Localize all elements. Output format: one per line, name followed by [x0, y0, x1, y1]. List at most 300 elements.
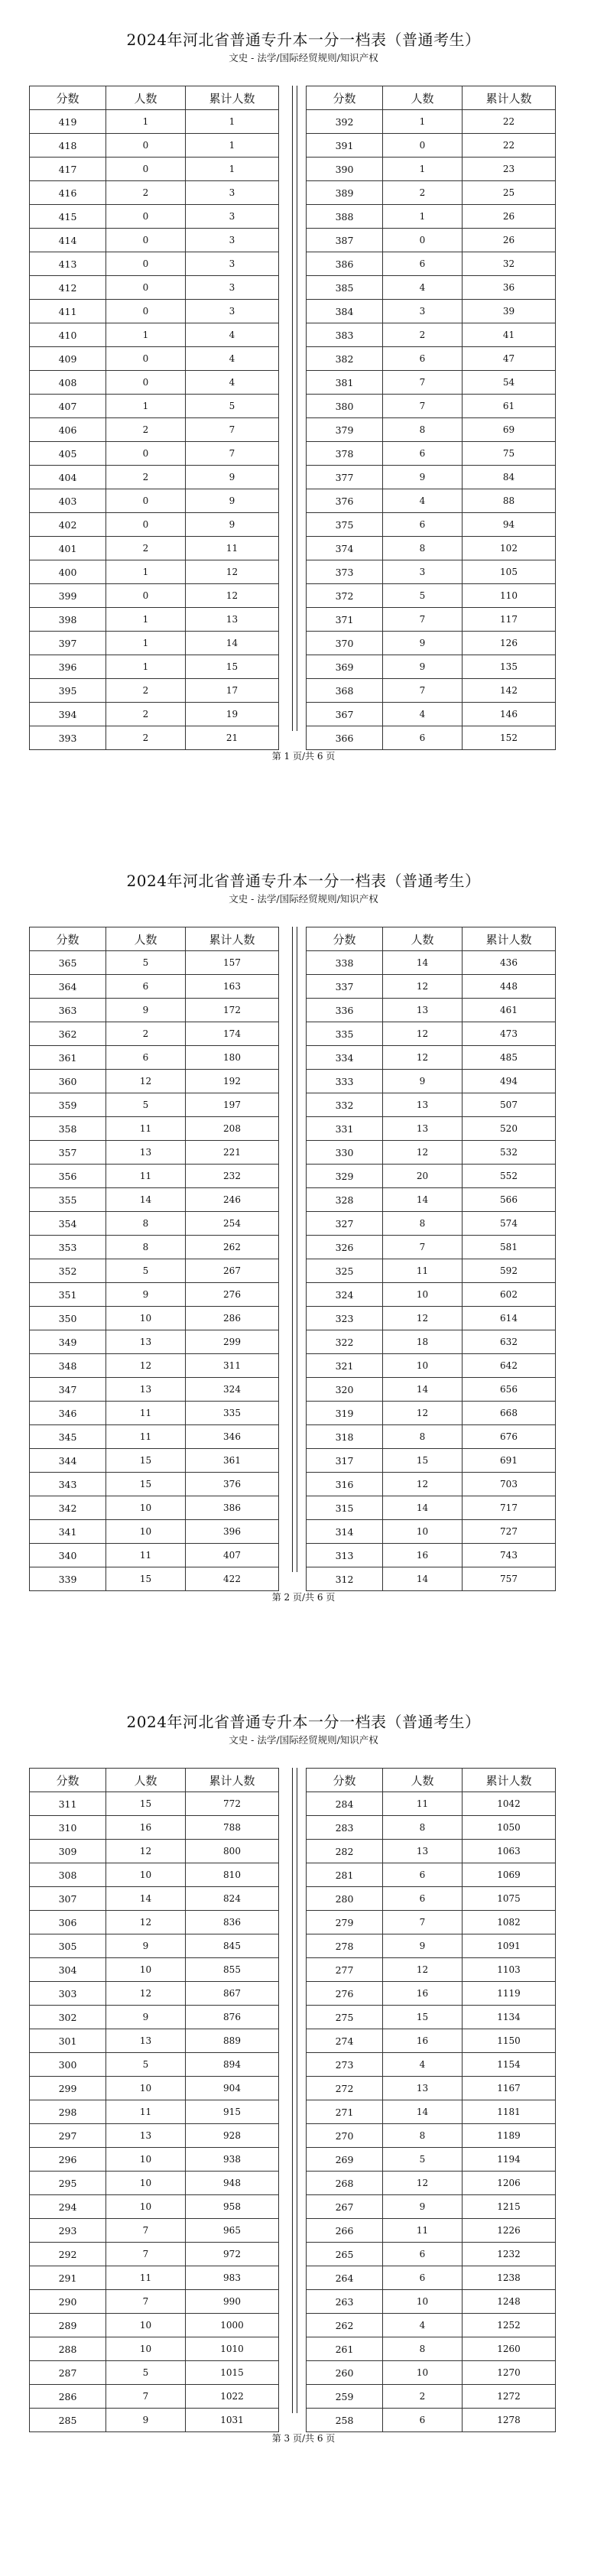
cumulative-cell: 26	[463, 205, 556, 229]
table-row	[30, 181, 279, 205]
cumulative-cell: 990	[186, 2290, 279, 2314]
table-row	[30, 1236, 279, 1259]
count-cell: 10	[383, 1283, 463, 1307]
table-row	[307, 1816, 556, 1840]
count-cell: 16	[383, 2029, 463, 2053]
table-body	[30, 1792, 279, 2432]
score-cell: 272	[307, 2077, 383, 2100]
table-row	[307, 466, 556, 489]
score-cell: 373	[307, 560, 383, 584]
count-cell: 18	[383, 1330, 463, 1354]
count-cell: 9	[383, 655, 463, 679]
score-cell: 354	[30, 1212, 106, 1236]
table-row	[30, 1141, 279, 1165]
score-cell: 278	[307, 1934, 383, 1958]
count-cell: 7	[383, 371, 463, 395]
count-cell: 0	[106, 229, 186, 252]
cumulative-cell: 9	[186, 489, 279, 513]
cumulative-cell: 7	[186, 418, 279, 442]
cumulative-cell: 972	[186, 2243, 279, 2266]
table-row	[307, 371, 556, 395]
score-cell: 387	[307, 229, 383, 252]
table-row	[307, 1934, 556, 1958]
score-cell: 337	[307, 975, 383, 999]
count-cell: 14	[106, 1887, 186, 1911]
count-cell: 2	[106, 466, 186, 489]
cumulative-cell: 7	[186, 442, 279, 466]
score-cell: 375	[307, 513, 383, 537]
table-body	[30, 110, 279, 750]
table-row	[307, 655, 556, 679]
table-row	[307, 584, 556, 608]
score-cell: 392	[307, 110, 383, 134]
count-cell: 12	[106, 1840, 186, 1863]
count-cell: 2	[383, 181, 463, 205]
score-cell: 363	[30, 999, 106, 1022]
table-body	[30, 951, 279, 1591]
score-cell: 393	[30, 726, 106, 750]
table-row	[307, 2172, 556, 2195]
cumulative-cell: 54	[463, 371, 556, 395]
score-cell: 339	[30, 1567, 106, 1591]
count-cell: 9	[106, 999, 186, 1022]
count-cell: 6	[383, 513, 463, 537]
table-row	[30, 1958, 279, 1982]
cumulative-cell: 376	[186, 1473, 279, 1496]
cumulative-cell: 656	[463, 1378, 556, 1402]
cumulative-cell: 1189	[463, 2124, 556, 2148]
table-row	[30, 1934, 279, 1958]
score-cell: 408	[30, 371, 106, 395]
cumulative-cell: 485	[463, 1046, 556, 1070]
score-cell: 327	[307, 1212, 383, 1236]
score-cell: 345	[30, 1425, 106, 1449]
cumulative-cell: 396	[186, 1520, 279, 1544]
count-cell: 2	[106, 679, 186, 703]
count-cell: 0	[106, 442, 186, 466]
table-row	[307, 1840, 556, 1863]
count-cell: 12	[106, 1070, 186, 1093]
cumulative-cell: 17	[186, 679, 279, 703]
cumulative-cell: 22	[463, 134, 556, 158]
table-row	[30, 1022, 279, 1046]
count-cell: 12	[383, 1046, 463, 1070]
count-cell: 8	[383, 1425, 463, 1449]
cumulative-cell: 552	[463, 1165, 556, 1188]
score-cell: 259	[307, 2385, 383, 2409]
table-header-row	[30, 927, 279, 951]
cumulative-cell: 824	[186, 1887, 279, 1911]
count-cell: 13	[106, 2029, 186, 2053]
score-cell: 357	[30, 1141, 106, 1165]
cumulative-cell: 61	[463, 395, 556, 418]
cumulative-cell: 717	[463, 1496, 556, 1520]
table-row	[307, 181, 556, 205]
table-row	[30, 2148, 279, 2172]
count-cell: 0	[106, 584, 186, 608]
count-cell: 5	[106, 2053, 186, 2077]
score-cell: 372	[307, 584, 383, 608]
score-cell: 391	[307, 134, 383, 158]
table-row	[307, 1982, 556, 2006]
count-cell: 10	[106, 2172, 186, 2195]
score-cell: 400	[30, 560, 106, 584]
table-row	[30, 1259, 279, 1283]
page-number: 第 3 页/共 6 页	[271, 2433, 336, 2444]
table-row	[30, 703, 279, 726]
table-row	[307, 632, 556, 655]
cumulative-cell: 3	[186, 229, 279, 252]
column-header-score: 分数	[307, 927, 383, 951]
table-row	[307, 679, 556, 703]
score-cell: 268	[307, 2172, 383, 2195]
cumulative-cell: 4	[186, 347, 279, 371]
table-row	[30, 2053, 279, 2077]
page-title: 2024年河北省普通专升本一分一档表（普通考生）	[126, 1713, 481, 1731]
score-cell: 295	[30, 2172, 106, 2195]
cumulative-cell: 1010	[186, 2337, 279, 2361]
count-cell: 4	[383, 276, 463, 300]
score-cell: 309	[30, 1840, 106, 1863]
score-cell: 399	[30, 584, 106, 608]
score-tables	[29, 86, 578, 744]
table-row	[307, 1567, 556, 1591]
table-row	[30, 1165, 279, 1188]
count-cell: 0	[106, 371, 186, 395]
cumulative-cell: 197	[186, 1093, 279, 1117]
score-table-right	[306, 86, 556, 750]
count-cell: 13	[383, 999, 463, 1022]
count-cell: 6	[383, 347, 463, 371]
table-row	[30, 513, 279, 537]
table-row	[307, 134, 556, 158]
score-cell: 351	[30, 1283, 106, 1307]
score-cell: 285	[30, 2409, 106, 2432]
count-cell: 5	[383, 584, 463, 608]
score-cell: 283	[307, 1816, 383, 1840]
score-cell: 379	[307, 418, 383, 442]
column-header-cumulative: 累计人数	[186, 927, 279, 951]
count-cell: 1	[383, 158, 463, 181]
count-cell: 14	[383, 1567, 463, 1591]
cumulative-cell: 1167	[463, 2077, 556, 2100]
count-cell: 15	[106, 1449, 186, 1473]
table-row	[307, 726, 556, 750]
count-cell: 8	[383, 418, 463, 442]
cumulative-cell: 232	[186, 1165, 279, 1188]
count-cell: 6	[383, 726, 463, 750]
table-row	[307, 1402, 556, 1425]
cumulative-cell: 1232	[463, 2243, 556, 2266]
score-table-right	[306, 927, 556, 1591]
count-cell: 11	[106, 2266, 186, 2290]
table-row	[30, 951, 279, 975]
score-cell: 319	[307, 1402, 383, 1425]
cumulative-cell: 22	[463, 110, 556, 134]
count-cell: 6	[383, 2266, 463, 2290]
cumulative-cell: 146	[463, 703, 556, 726]
table-row	[30, 276, 279, 300]
cumulative-cell: 965	[186, 2219, 279, 2243]
count-cell: 8	[106, 1236, 186, 1259]
cumulative-cell: 1022	[186, 2385, 279, 2409]
table-body	[307, 1792, 556, 2432]
count-cell: 2	[383, 323, 463, 347]
score-cell: 342	[30, 1496, 106, 1520]
table-header-row	[30, 86, 279, 110]
table-row	[307, 2243, 556, 2266]
score-cell: 292	[30, 2243, 106, 2266]
count-cell: 13	[106, 1378, 186, 1402]
cumulative-cell: 14	[186, 632, 279, 655]
count-cell: 13	[383, 1840, 463, 1863]
count-cell: 16	[106, 1816, 186, 1840]
count-cell: 10	[383, 2361, 463, 2385]
cumulative-cell: 324	[186, 1378, 279, 1402]
count-cell: 12	[383, 1402, 463, 1425]
score-cell: 289	[30, 2314, 106, 2337]
table-row	[30, 2100, 279, 2124]
cumulative-cell: 1206	[463, 2172, 556, 2195]
table-row	[307, 229, 556, 252]
score-cell: 271	[307, 2100, 383, 2124]
score-cell: 374	[307, 537, 383, 560]
table-row	[30, 1863, 279, 1887]
score-cell: 263	[307, 2290, 383, 2314]
cumulative-cell: 602	[463, 1283, 556, 1307]
score-cell: 404	[30, 466, 106, 489]
score-cell: 273	[307, 2053, 383, 2077]
count-cell: 1	[106, 608, 186, 632]
count-cell: 8	[106, 1212, 186, 1236]
table-row	[30, 2361, 279, 2385]
count-cell: 5	[106, 951, 186, 975]
cumulative-cell: 757	[463, 1567, 556, 1591]
table-row	[307, 1117, 556, 1141]
count-cell: 12	[383, 1958, 463, 1982]
cumulative-cell: 105	[463, 560, 556, 584]
count-cell: 6	[383, 252, 463, 276]
count-cell: 1	[106, 655, 186, 679]
count-cell: 0	[106, 300, 186, 323]
score-cell: 356	[30, 1165, 106, 1188]
cumulative-cell: 1134	[463, 2006, 556, 2029]
count-cell: 10	[106, 1958, 186, 1982]
cumulative-cell: 1082	[463, 1911, 556, 1934]
table-row	[307, 1330, 556, 1354]
count-cell: 14	[106, 1188, 186, 1212]
cumulative-cell: 12	[186, 560, 279, 584]
score-cell: 341	[30, 1520, 106, 1544]
cumulative-cell: 75	[463, 442, 556, 466]
cumulative-cell: 47	[463, 347, 556, 371]
score-cell: 390	[307, 158, 383, 181]
count-cell: 1	[106, 395, 186, 418]
count-cell: 0	[106, 489, 186, 513]
column-header-count: 人数	[383, 1769, 463, 1792]
cumulative-cell: 1042	[463, 1792, 556, 1816]
count-cell: 11	[383, 1259, 463, 1283]
cumulative-cell: 11	[186, 537, 279, 560]
table-header-row	[307, 1769, 556, 1792]
count-cell: 3	[383, 560, 463, 584]
score-cell: 419	[30, 110, 106, 134]
count-cell: 11	[106, 1402, 186, 1425]
table-row	[307, 951, 556, 975]
cumulative-cell: 3	[186, 181, 279, 205]
count-cell: 7	[383, 395, 463, 418]
cumulative-cell: 407	[186, 1544, 279, 1567]
cumulative-cell: 928	[186, 2124, 279, 2148]
score-cell: 361	[30, 1046, 106, 1070]
score-cell: 410	[30, 323, 106, 347]
cumulative-cell: 276	[186, 1283, 279, 1307]
count-cell: 6	[383, 442, 463, 466]
score-cell: 264	[307, 2266, 383, 2290]
cumulative-cell: 286	[186, 1307, 279, 1330]
table-row	[30, 1402, 279, 1425]
count-cell: 14	[383, 1378, 463, 1402]
cumulative-cell: 1050	[463, 1816, 556, 1840]
cumulative-cell: 772	[186, 1792, 279, 1816]
table-row	[307, 1473, 556, 1496]
cumulative-cell: 473	[463, 1022, 556, 1046]
cumulative-cell: 180	[186, 1046, 279, 1070]
count-cell: 5	[106, 1259, 186, 1283]
table-row	[307, 1046, 556, 1070]
score-cell: 350	[30, 1307, 106, 1330]
table-row	[307, 1165, 556, 1188]
cumulative-cell: 267	[186, 1259, 279, 1283]
score-cell: 359	[30, 1093, 106, 1117]
column-header-cumulative: 累计人数	[463, 927, 556, 951]
table-row	[307, 2006, 556, 2029]
score-cell: 311	[30, 1792, 106, 1816]
score-cell: 347	[30, 1378, 106, 1402]
score-table-left	[29, 927, 279, 1591]
table-row	[30, 300, 279, 323]
table-row	[307, 1188, 556, 1212]
score-cell: 405	[30, 442, 106, 466]
score-cell: 267	[307, 2195, 383, 2219]
column-header-score: 分数	[30, 86, 106, 110]
table-row	[30, 2409, 279, 2432]
cumulative-cell: 1	[186, 110, 279, 134]
score-cell: 279	[307, 1911, 383, 1934]
count-cell: 1	[383, 110, 463, 134]
count-cell: 2	[106, 181, 186, 205]
score-cell: 414	[30, 229, 106, 252]
table-row	[30, 347, 279, 371]
count-cell: 12	[383, 975, 463, 999]
table-row	[307, 1307, 556, 1330]
table-row	[30, 110, 279, 134]
count-cell: 10	[106, 1307, 186, 1330]
table-row	[30, 2290, 279, 2314]
cumulative-cell: 904	[186, 2077, 279, 2100]
table-header-row	[307, 927, 556, 951]
count-cell: 15	[106, 1473, 186, 1496]
table-row	[30, 418, 279, 442]
cumulative-cell: 192	[186, 1070, 279, 1093]
document-page	[0, 0, 607, 841]
count-cell: 12	[106, 1911, 186, 1934]
score-cell: 362	[30, 1022, 106, 1046]
score-cell: 370	[307, 632, 383, 655]
score-cell: 407	[30, 395, 106, 418]
cumulative-cell: 876	[186, 2006, 279, 2029]
count-cell: 0	[383, 229, 463, 252]
score-cell: 312	[307, 1567, 383, 1591]
cumulative-cell: 39	[463, 300, 556, 323]
table-row	[30, 560, 279, 584]
table-row	[307, 347, 556, 371]
score-cell: 344	[30, 1449, 106, 1473]
cumulative-cell: 88	[463, 489, 556, 513]
table-row	[30, 1093, 279, 1117]
cumulative-cell: 1248	[463, 2290, 556, 2314]
cumulative-cell: 938	[186, 2148, 279, 2172]
count-cell: 6	[383, 1887, 463, 1911]
cumulative-cell: 1215	[463, 2195, 556, 2219]
score-cell: 261	[307, 2337, 383, 2361]
count-cell: 0	[106, 134, 186, 158]
count-cell: 12	[383, 1141, 463, 1165]
count-cell: 9	[106, 1283, 186, 1307]
count-cell: 8	[383, 2124, 463, 2148]
score-tables	[29, 1768, 578, 2426]
count-cell: 12	[383, 1473, 463, 1496]
column-header-count: 人数	[106, 1769, 186, 1792]
cumulative-cell: 800	[186, 1840, 279, 1863]
cumulative-cell: 1194	[463, 2148, 556, 2172]
table-row	[307, 2077, 556, 2100]
score-cell: 326	[307, 1236, 383, 1259]
score-cell: 401	[30, 537, 106, 560]
table-row	[307, 323, 556, 347]
score-cell: 291	[30, 2266, 106, 2290]
table-row	[307, 1425, 556, 1449]
count-cell: 6	[383, 1863, 463, 1887]
score-cell: 313	[307, 1544, 383, 1567]
score-cell: 269	[307, 2148, 383, 2172]
cumulative-cell: 15	[186, 655, 279, 679]
score-cell: 409	[30, 347, 106, 371]
score-cell: 306	[30, 1911, 106, 1934]
cumulative-cell: 23	[463, 158, 556, 181]
column-header-count: 人数	[383, 86, 463, 110]
column-header-count: 人数	[106, 86, 186, 110]
count-cell: 16	[383, 1544, 463, 1567]
table-row	[307, 2195, 556, 2219]
table-row	[30, 442, 279, 466]
count-cell: 0	[106, 347, 186, 371]
cumulative-cell: 592	[463, 1259, 556, 1283]
table-row	[30, 1378, 279, 1402]
score-cell: 301	[30, 2029, 106, 2053]
count-cell: 8	[383, 537, 463, 560]
count-cell: 14	[383, 951, 463, 975]
count-cell: 10	[106, 2337, 186, 2361]
cumulative-cell: 845	[186, 1934, 279, 1958]
score-cell: 348	[30, 1354, 106, 1378]
score-cell: 287	[30, 2361, 106, 2385]
count-cell: 6	[106, 975, 186, 999]
score-cell: 325	[307, 1259, 383, 1283]
table-row	[30, 1816, 279, 1840]
cumulative-cell: 246	[186, 1188, 279, 1212]
count-cell: 13	[106, 2124, 186, 2148]
